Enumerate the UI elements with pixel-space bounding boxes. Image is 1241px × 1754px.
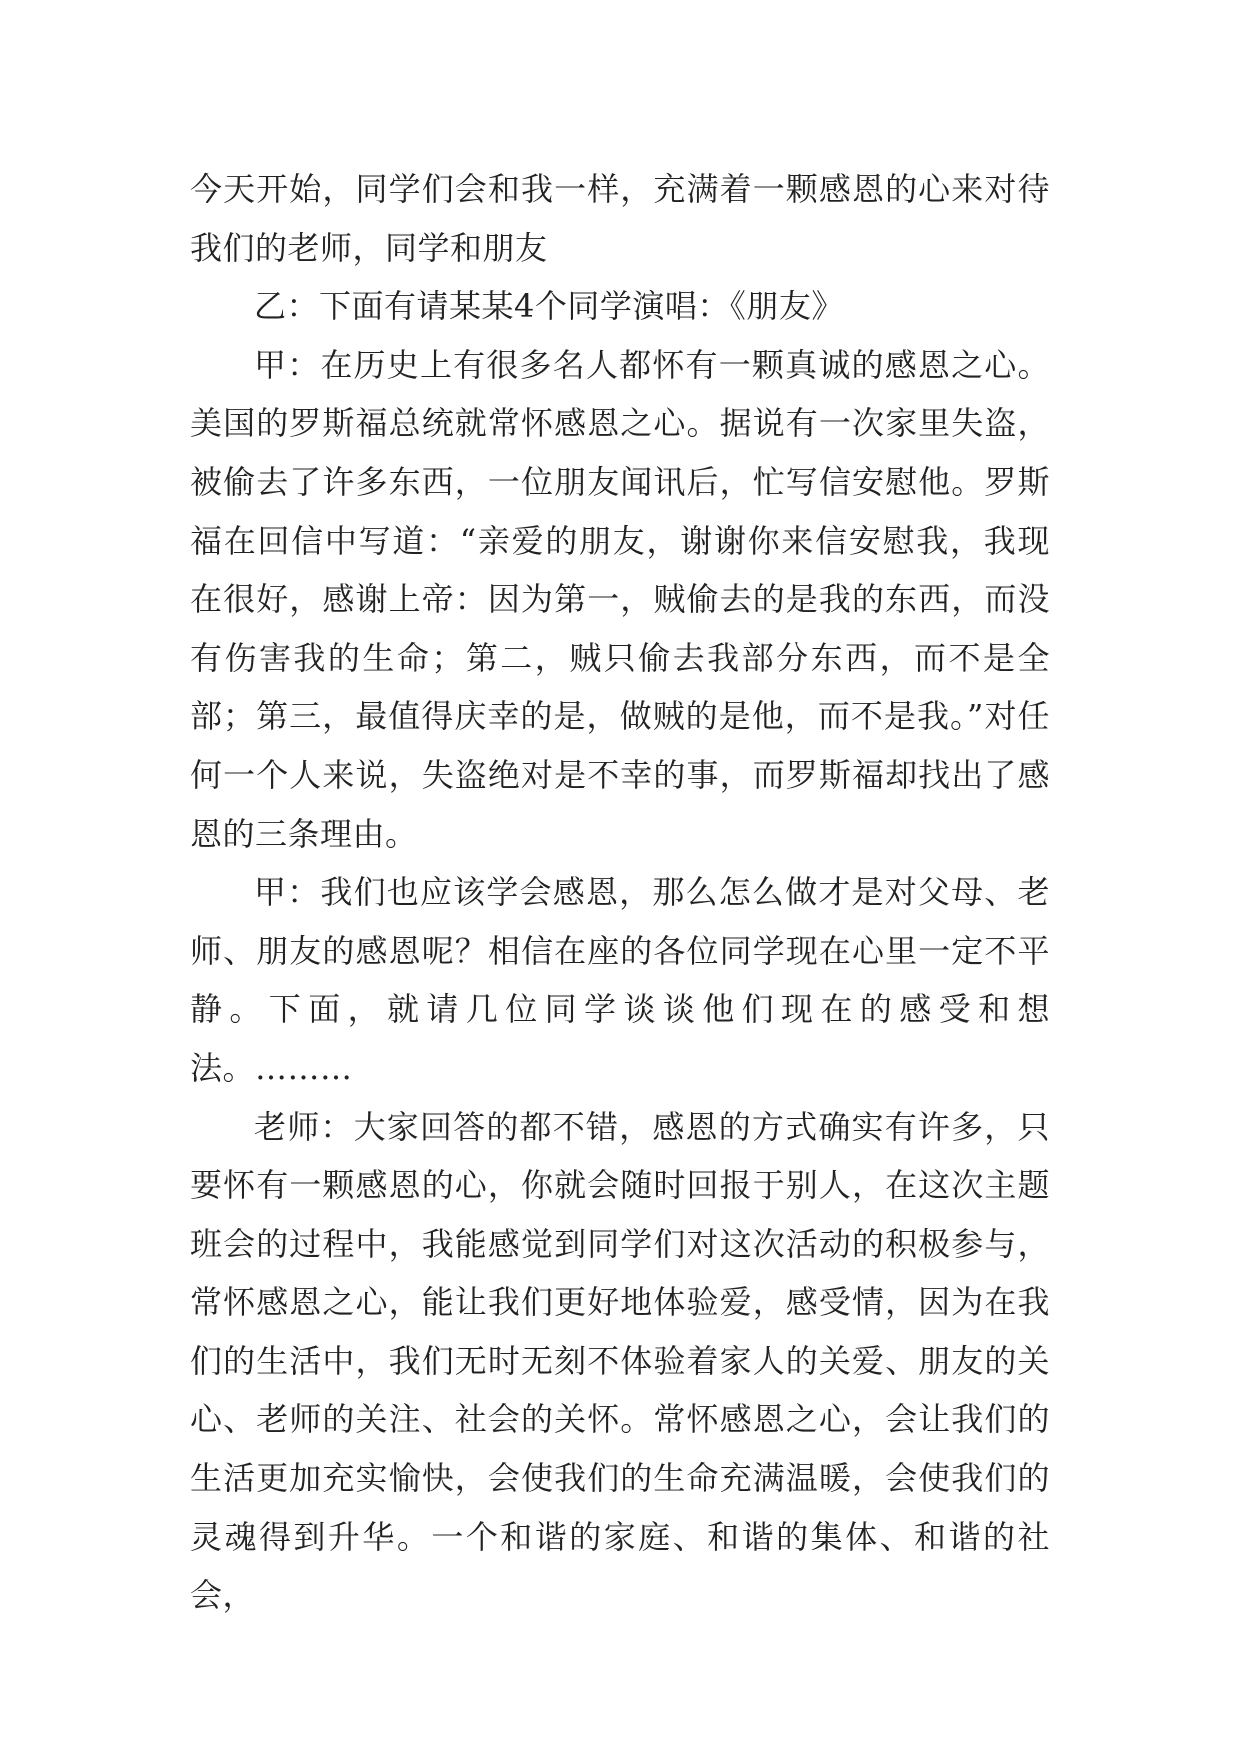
- paragraph-teacher-summary: 老师：大家回答的都不错，感恩的方式确实有许多，只要怀有一颗感恩的心，你就会随时回报于别人，在这次主题班会的过程中，我能感觉到同学们对这次活动的积极参与，常怀感恩之心，能让我们更好地体验爱，感受情，因为在我们的生活中，我们无时无刻不体验着家人的关爱、朋友的关心、老师的关注、社会的关怀。常怀感恩之心，会让我们的生活更加充实愉快，会使我们的生命充满温暖，会使我们的灵魂得到升华。一个和谐的家庭、和谐的集体、和谐的社会，: [190, 1107, 1050, 1615]
- paragraph-closing-line: 今天开始，同学们会和我一样，充满着一颗感恩的心来对待我们的老师，同学和朋友: [190, 170, 1050, 267]
- paragraph-song-announcement: 乙：下面有请某某4个同学演唱：《朋友》: [254, 287, 844, 326]
- document-body: [190, 160, 1050, 1625]
- paragraph-gratitude-question: 甲：我们也应该学会感恩，那么怎么做才是对父母、老师、朋友的感恩呢？相信在座的各位同学现在心里一定不平静。下面，就请几位同学谈谈他们现在的感受和想法。………: [190, 873, 1050, 1087]
- paragraph-roosevelt-story: 甲：在历史上有很多名人都怀有一颗真诚的感恩之心。美国的罗斯福总统就常怀感恩之心。据说有一次家里失盗，被偷去了许多东西，一位朋友闻讯后，忙写信安慰他。罗斯福在回信中写道：“亲爱的朋友，谢谢你来信安慰我，我现在很好，感谢上帝：因为第一，贼偷去的是我的东西，而没有伤害我的生命；第二，贼只偷去我部分东西，而不是全部；第三，最值得庆幸的是，做贼的是他，而不是我。”对任何一个人来说，失盗绝对是不幸的事，而罗斯福却找出了感恩的三条理由。: [190, 345, 1050, 853]
